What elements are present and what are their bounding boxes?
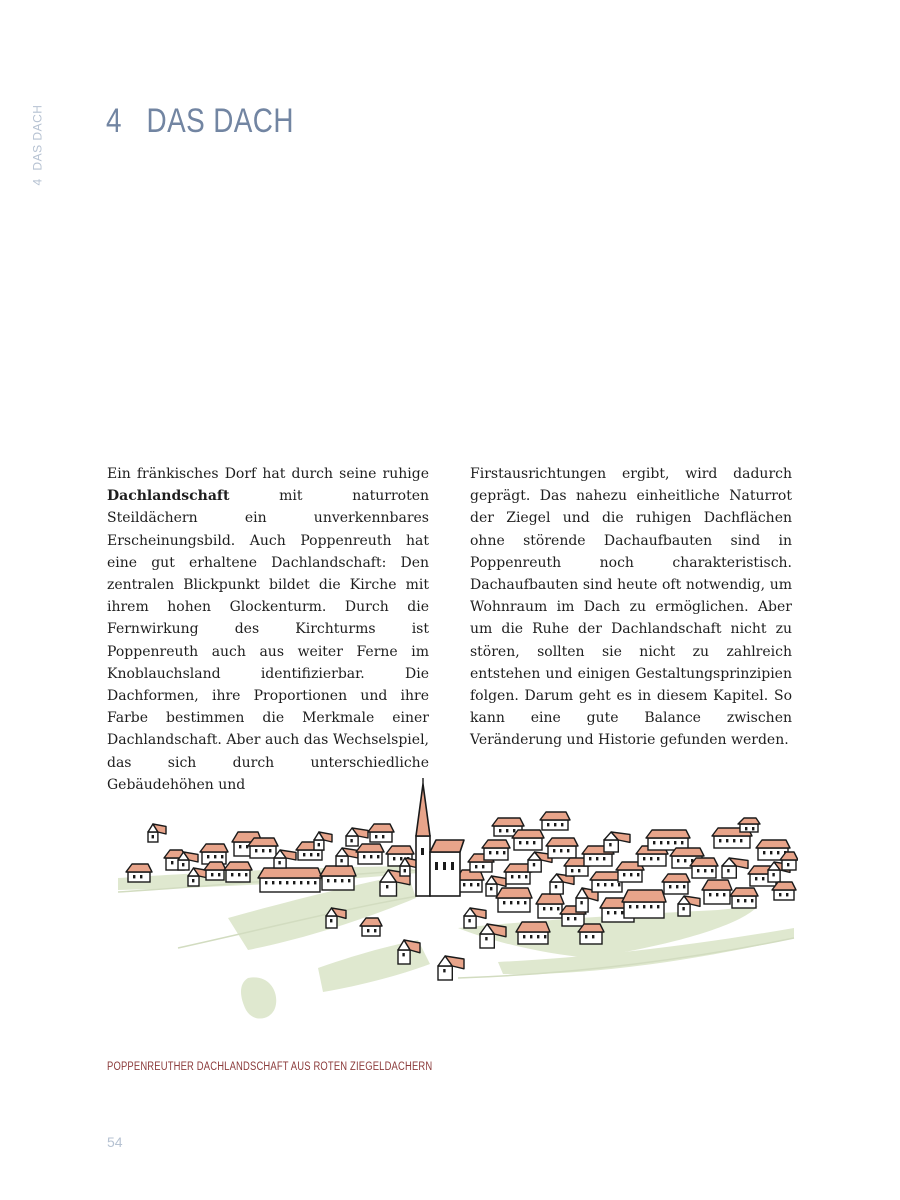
- house: [126, 864, 152, 882]
- house: [512, 830, 544, 850]
- meadow-field: [241, 977, 276, 1018]
- house: [604, 832, 630, 852]
- house: [326, 908, 346, 928]
- house: [646, 830, 690, 850]
- house: [248, 838, 278, 858]
- house: [516, 922, 550, 944]
- body-text: Ein fränkisches Dorf hat durch seine ruhige: [107, 466, 429, 482]
- house: [702, 880, 732, 904]
- house: [356, 844, 384, 864]
- church: [416, 778, 464, 896]
- running-header-label: [30, 105, 44, 186]
- house: [336, 848, 358, 866]
- house: [346, 828, 368, 846]
- house: [662, 874, 690, 894]
- house: [482, 840, 510, 860]
- house: [540, 812, 570, 830]
- house: [730, 888, 758, 908]
- house: [178, 852, 198, 870]
- house: [772, 882, 796, 900]
- house: [274, 850, 296, 868]
- house: [258, 868, 322, 892]
- chapter-title-text: DAS DACH: [146, 102, 294, 140]
- house: [204, 862, 226, 880]
- house: [550, 874, 574, 894]
- house: [578, 924, 604, 944]
- running-header-title: DAS DACH: [30, 104, 44, 171]
- village-roofscape-illustration: [118, 778, 798, 1028]
- house: [464, 908, 486, 928]
- house: [496, 888, 532, 912]
- chapter-title: [106, 102, 294, 141]
- running-header: [22, 105, 52, 185]
- house: [320, 866, 356, 890]
- body-emphasis: Dachlandschaft: [107, 488, 230, 505]
- house: [738, 818, 760, 832]
- house: [622, 890, 666, 918]
- house: [438, 956, 464, 980]
- body-paragraph-right: Firstausrichtungen ergibt, wird dadurch geprägt. Das nahezu einheitliche Naturrot der Ziegel und die ruhigen Dachflächen ohne störende Dachaufbauten sind in Poppenreuth noch charakteristisch. Dachaufbauten sind heute oft notwendig, um Wohnraum im Dach zu ermöglichen. Aber um die Ruhe der Dachlandschaft nicht zu stören, sollten sie nicht zu zahlreich entstehen und einigen Gestaltungsprinzipien folgen. Darum geht es in diesem Kapitel. So kann eine gute Balance zwischen Veränderung und Historie gefunden werden.: [470, 466, 792, 749]
- house: [360, 918, 382, 936]
- figure-caption: POPPENREUTHER DACHLANDSCHAFT AUS ROTEN ZIEGELDÄCHERN: [107, 1061, 433, 1073]
- page-number: 54: [107, 1134, 123, 1150]
- house: [480, 924, 506, 948]
- house: [224, 862, 252, 882]
- body-text: mit naturroten Steildächern ein unverkennbares Erscheinungsbild. Auch Poppenreuth hat eine gut erhaltene Dachlandschaft: Den zentralen Blickpunkt bildet die Kirche mit ihrem hohen Glockenturm. Durch die Fernwirkung des Kirchturms ist Poppenreuth auch aus weiter Ferne im Knoblauchsland identifizierbar. Die Dachformen, ihre Proportionen und ihre Farbe bestimmen die Merkmale einer Dachlandschaft. Aber auch das Wechselspiel, das sich durch unterschiedliche Gebäudehöhen und: [107, 488, 429, 793]
- house: [546, 838, 578, 858]
- body-column-left: [107, 463, 429, 796]
- body-column-right: [470, 463, 792, 752]
- house: [200, 844, 228, 864]
- house: [148, 824, 166, 842]
- house: [314, 832, 332, 850]
- house: [690, 858, 718, 878]
- house: [722, 858, 748, 878]
- house: [368, 824, 394, 842]
- chapter-number: 4: [106, 102, 122, 140]
- running-header-number: 4: [30, 178, 44, 186]
- body-paragraph-left: [107, 463, 429, 796]
